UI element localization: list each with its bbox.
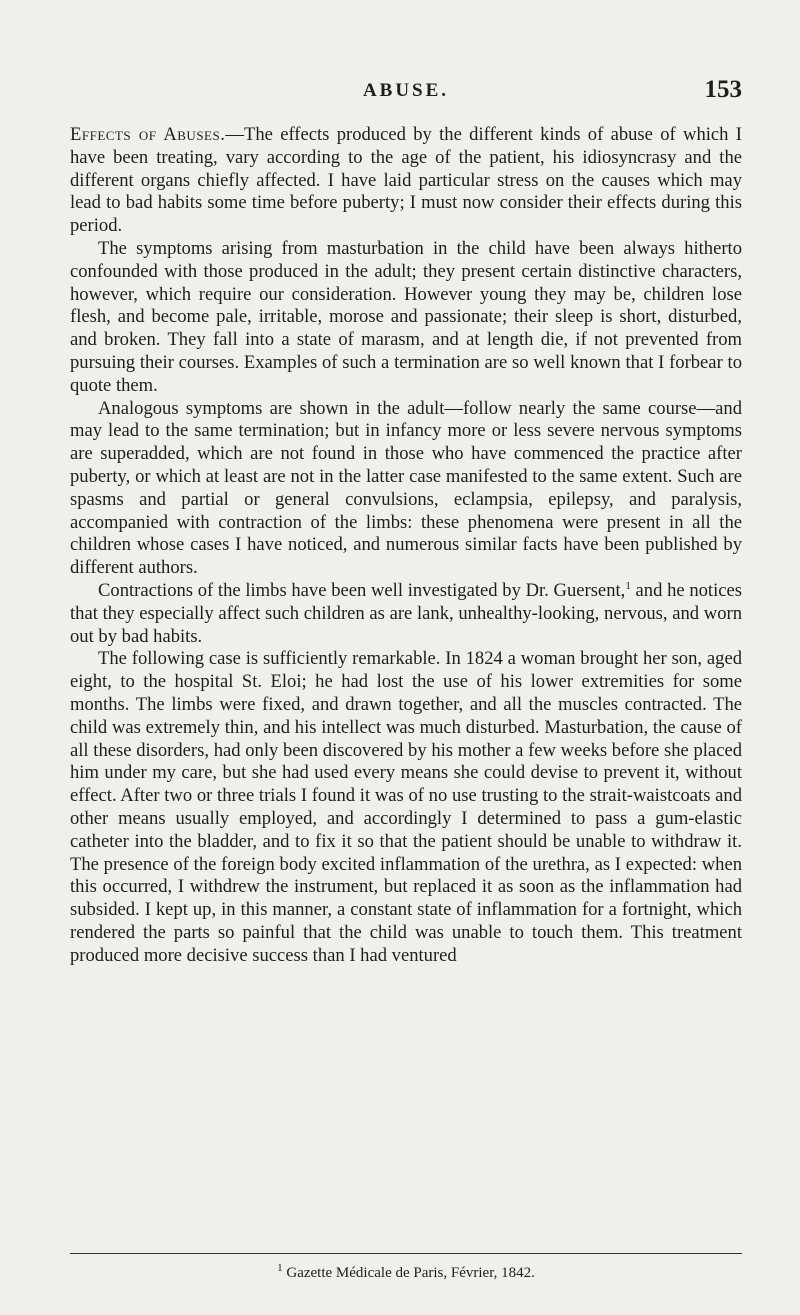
body-text [70, 124, 742, 967]
section-heading: Effects of Abuses. [70, 124, 226, 145]
paragraph-effects-of-abuses [70, 124, 742, 238]
paragraph-contractions [70, 580, 742, 648]
running-head [70, 76, 742, 110]
page-number: 153 [704, 76, 742, 103]
footnote-reference: 1 [625, 579, 631, 592]
footnote-divider [70, 1253, 742, 1254]
paragraph-text: and he notices that they especially affect such children as are lank, unhealthy-looking, nervous, and worn out by bad habits. [70, 579, 743, 647]
paragraph-symptoms-child: The symptoms arising from masturbation in the child have been always hitherto confounded with those produced in the adult; they present certain distinctive characters, however, which require our consideration. However young they may be, children lose flesh, and become pale, irritable, morose and passionate; their sleep is short, disturbed, and broken. They fall into a state of marasm, and at length die, if not prevented from pursuing their courses. Examples of such a termination are so well known that I forbear to quote them. [70, 237, 742, 396]
footnote-marker: 1 [277, 1262, 283, 1274]
paragraph-text: —The effects produced by the different kinds of abuse of which I have been treating, vary according to the age of the patient, his idiosyncrasy and the different organs chiefly affected. I have laid particular stress on the causes which may lead to bad habits some time before puberty; I must now consider their effects during this period. [70, 124, 742, 237]
paragraph-analogous-symptoms: Analogous symptoms are shown in the adult—follow nearly the same course—and may lead to the same termination; but in infancy more or less severe nervous symptoms are superadded, which are not found in those who have commenced the practice after puberty, or which at least are not in the latter case manifested to the same extent. Such are spasms and partial or general convulsions, eclampsia, epilepsy, and paralysis, accompanied with contraction of the limbs: these phenomena were present in all the children whose cases I have noticed, and numerous similar facts have been published by different authors. [70, 397, 742, 579]
paragraph-text: Contractions of the limbs have been well investigated by Dr. Guersent, [98, 579, 626, 601]
running-title: ABUSE. [362, 80, 450, 101]
footnote-text: Gazette Médicale de Paris, Février, 1842. [282, 1265, 535, 1281]
footnote [70, 1262, 742, 1282]
paragraph-case-report: The following case is sufficiently remarkable. In 1824 a woman brought her son, aged eight, to the hospital St. Eloi; he had lost the use of his lower extremities for some months. The limbs were fixed, and drawn together, and all the muscles contracted. The child was extremely thin, and his intellect was much disturbed. Masturbation, the cause of all these disorders, had only been discovered by his mother a few weeks before she placed him under my care, but she had used every means she could devise to prevent it, without effect. After two or three trials I found it was of no use trusting to the strait-waistcoats and other means usually employed, and accordingly I determined to pass a gum-elastic catheter into the bladder, and to fix it so that the patient should be unable to withdraw it. The presence of the foreign body excited inflammation of the urethra, as I expected: when this occurred, I withdrew the instrument, but replaced it as soon as the inflammation had subsided. I kept up, in this manner, a constant state of inflammation for a fortnight, which rendered the parts so painful that the child was unable to touch them. This treatment produced more decisive success than I had ventured [70, 648, 742, 966]
